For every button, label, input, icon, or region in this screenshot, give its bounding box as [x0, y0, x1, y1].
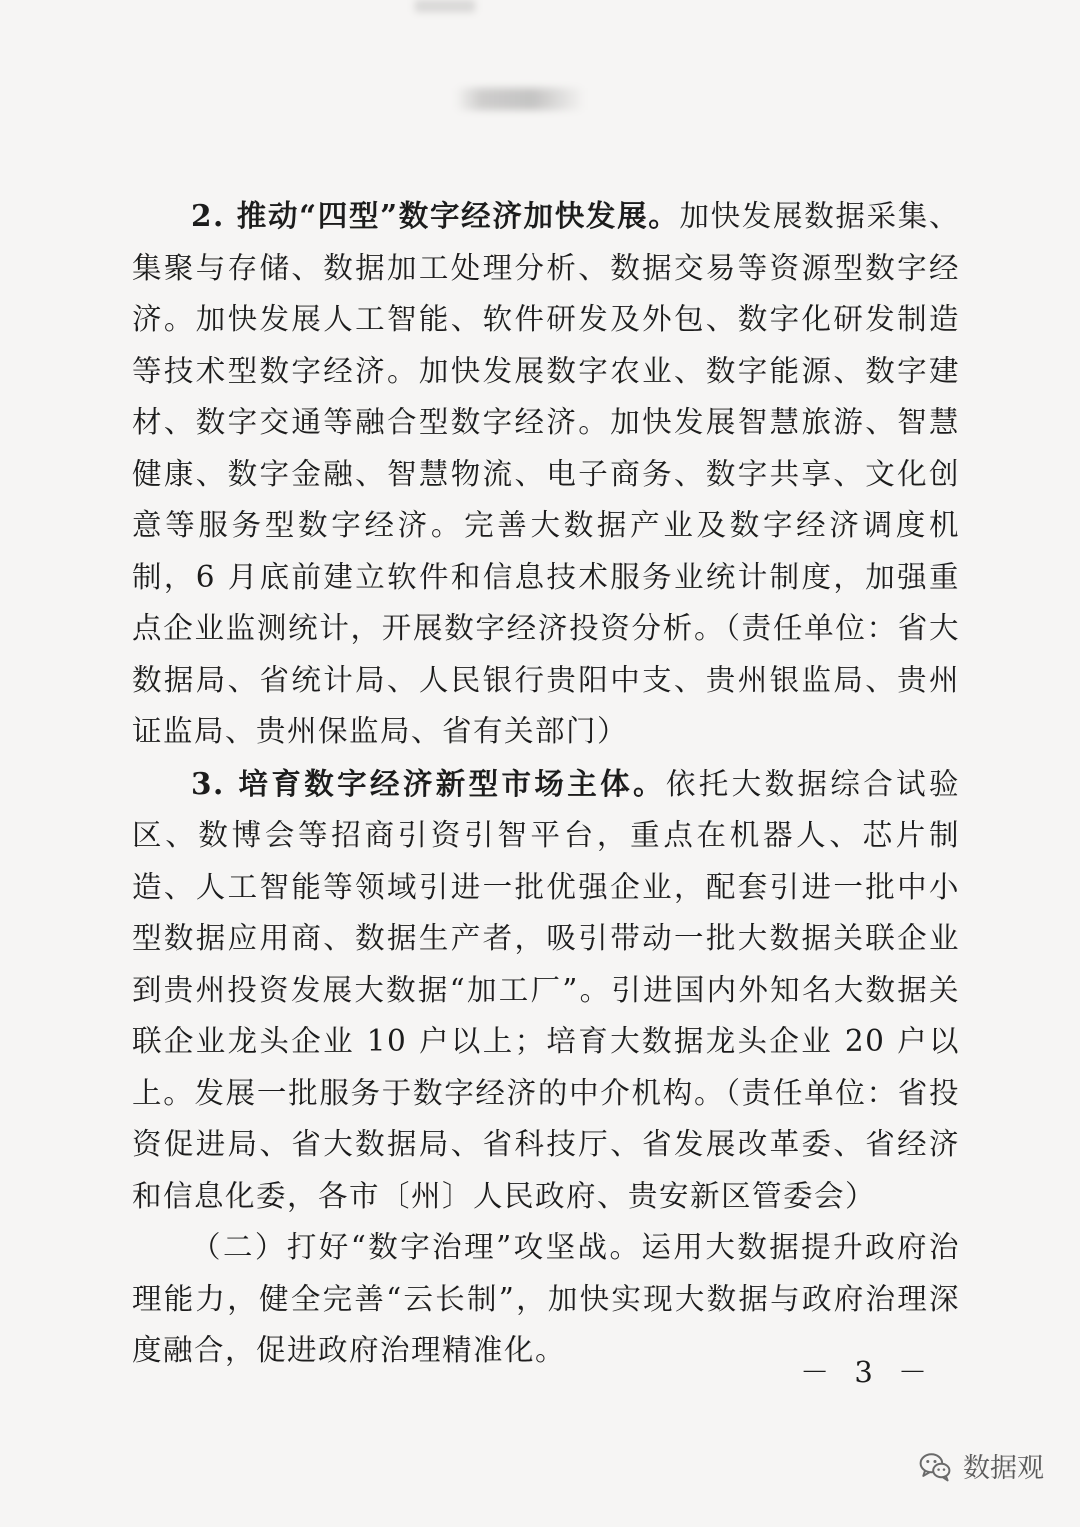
scan-bleed-through	[455, 88, 585, 110]
paragraph-heading: 3. 培育数字经济新型市场主体。	[191, 765, 666, 801]
page-number: － 3 －	[800, 1355, 935, 1389]
paragraph-digital-economy-types	[132, 190, 960, 758]
section-heading: （二）打好“数字治理”攻坚战。	[191, 1230, 642, 1264]
scan-bleed-through-top	[415, 0, 475, 12]
paragraph-text: 依托大数据综合试验区、数博会等招商引资引智平台，重点在机器人、芯片制造、人工智能等领域引进一批优强企业，配套引进一批中小型数据应用商、数据生产者，吸引带动一批大数据关联企业到贵州投资发展大数据“加工厂”。引进国内外知名大数据关联企业龙头企业 10 户以上；培育大数据龙头企业 20 户以上。发展一批服务于数字经济的中介机构。（责任单位：省投资促进局、省大数据局、省科技厅、省发展改革委、省经济和信息化委，各市〔州〕人民政府、贵安新区管委会）	[132, 766, 960, 1213]
document-body	[132, 190, 960, 1377]
watermark	[917, 1446, 1044, 1485]
paragraph-heading: 2. 推动“四型”数字经济加快发展。	[191, 198, 680, 233]
wechat-icon	[917, 1448, 953, 1484]
watermark-text: 数据观	[963, 1453, 1044, 1484]
paragraph-text: 运用大数据提升政府治理能力，健全完善“云长制”，加快实现大数据与政府治理深度融合，促进政府治理精准化。	[132, 1230, 960, 1367]
paragraph-market-entities	[132, 758, 960, 1223]
paragraph-text: 加快发展数据采集、集聚与存储、数据加工处理分析、数据交易等资源型数字经济。加快发展人工智能、软件研发及外包、数字化研发制造等技术型数字经济。加快发展数字农业、数字能源、数字建材、数字交通等融合型数字经济。加快发展智慧旅游、智慧健康、数字金融、智慧物流、电子商务、数字共享、文化创意等服务型数字经济。完善大数据产业及数字经济调度机制，6 月底前建立软件和信息技术服务业统计制度，加强重点企业监测统计，开展数字经济投资分析。（责任单位：省大数据局、省统计局、人民银行贵阳中支、贵州银监局、贵州证监局、贵州保监局、省有关部门）	[132, 199, 960, 748]
